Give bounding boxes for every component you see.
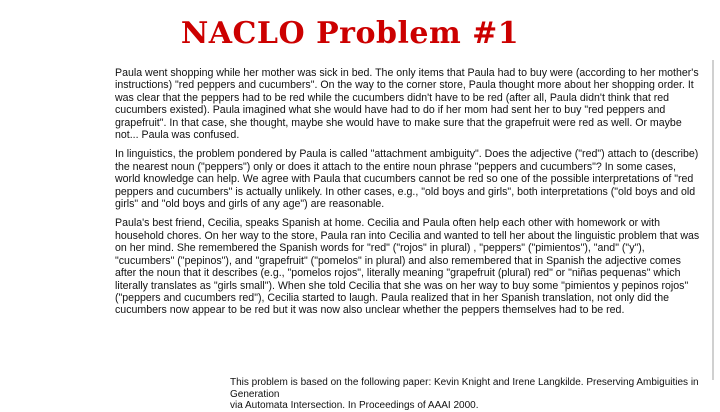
paragraph-linguistics: In linguistics, the problem pondered by Paula is called "attachment ambiguity". Does the adjective ("red") attach to (describe) the nearest noun ("peppers") only or does it attach to the entire noun phrase "peppers and cucumbers"? In some cases, world knowledge can help. We agree with Paula that cucumbers cannot be red so one of the possible interpretations of "red peppers and cucumbers" is actually unlikely. In other cases, e.g., "old boys and girls", both interpretations ("old boys and old girls" and "old boys and girls of any age") are reasonable.	[115, 148, 699, 211]
page-edge-divider	[712, 60, 714, 380]
page-title: NACLO Problem #1	[180, 16, 520, 51]
problem-text	[115, 67, 700, 324]
paragraph-story: Paula went shopping while her mother was sick in bed. The only items that Paula had to buy were (according to her mother's instructions) "red peppers and cucumbers". On the way to the corner store, Paula thought more about her shopping order. It was clear that the peppers had to be red while the cucumbers didn't have to be red (after all, Paula didn't think that red cucumbers existed). Paula imagined what she would have had to do if her mom had sent her to buy "red peppers and grapefruit". In that case, she thought, maybe she would have to make sure that the grapefruit were red as well. Or maybe not... Paula was confused.	[115, 67, 699, 142]
citation-line-1: This problem is based on the following paper: Kevin Knight and Irene Langkilde. Preserving Ambiguities in Generation	[230, 377, 699, 400]
paragraph-spanish: Paula's best friend, Cecilia, speaks Spanish at home. Cecilia and Paula often help each other with homework or with household chores. On her way to the store, Paula ran into Cecilia and wanted to tell her about the linguistic problem that was on her mind. She remembered the Spanish words for "red" ("rojos" in plural) , "peppers" ("pimientos"), "and" ("y"), "cucumbers" ("pepinos"), and "grapefruit" ("pomelos" in plural) and also remembered that in Spanish the adjective comes after the noun that it describes (e.g., "pomelos rojos", literally meaning "grapefruit (plural) red" or "niñas pequenas" which literally translates as "girls small"). When she told Cecilia that she was on her way to buy some "pimientos y pepinos rojos" ("peppers and cucumbers red"), Cecilia started to laugh. Paula realized that in her Spanish translation, not only did the cucumbers now appear to be red but it was now also unclear whether the peppers themselves had to be red.	[115, 217, 700, 317]
citation-line-2: via Automata Intersection. In Proceedings of AAAI 2000.	[230, 400, 479, 411]
citation	[230, 377, 710, 412]
